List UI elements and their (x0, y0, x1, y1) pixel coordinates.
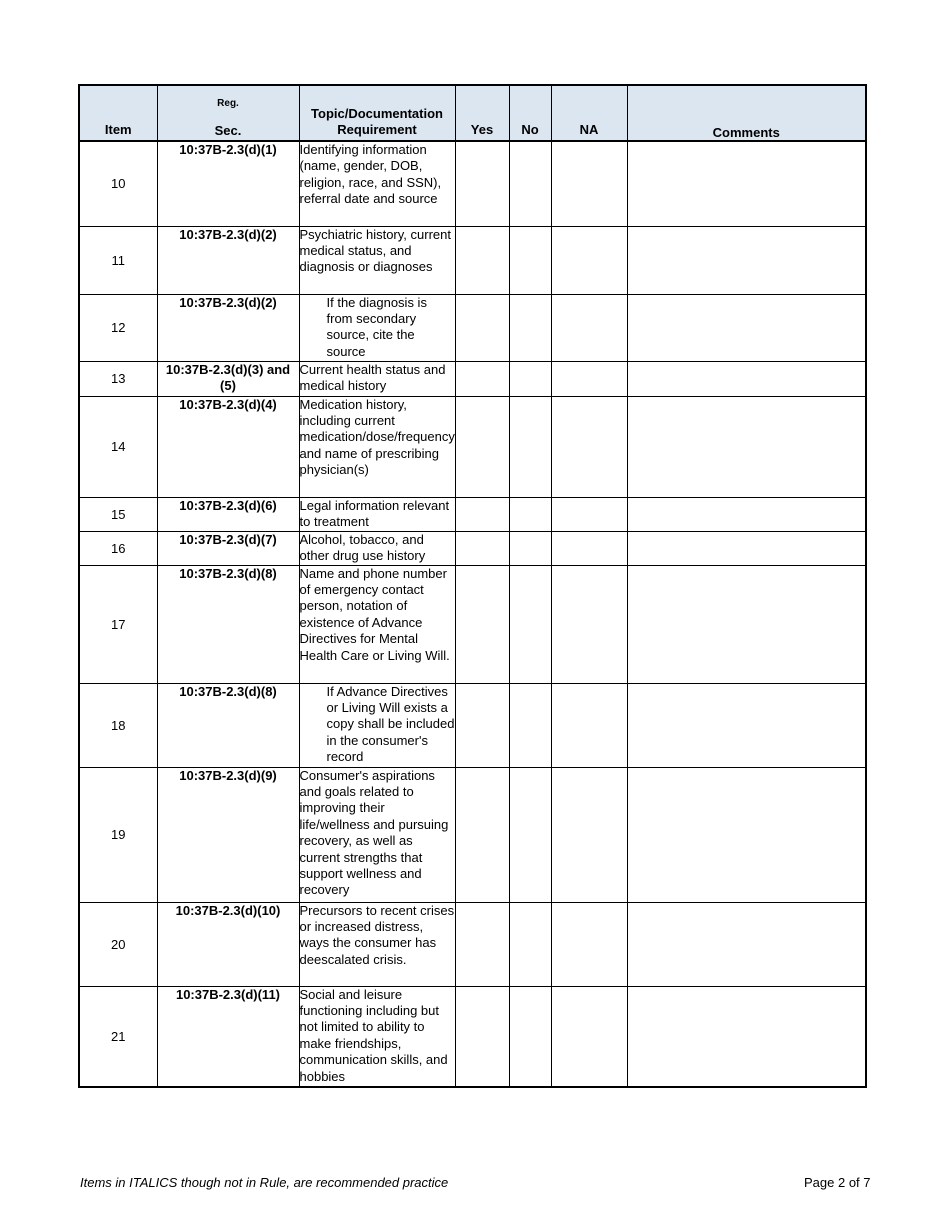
comments-cell[interactable] (627, 565, 866, 683)
header-item: Item (79, 85, 157, 141)
na-cell[interactable] (551, 986, 627, 1087)
no-cell[interactable] (509, 565, 551, 683)
item-number: 15 (79, 497, 157, 531)
item-number: 12 (79, 294, 157, 361)
comments-cell[interactable] (627, 531, 866, 565)
na-cell[interactable] (551, 565, 627, 683)
header-no: No (509, 85, 551, 141)
table-row (79, 767, 866, 902)
no-cell[interactable] (509, 767, 551, 902)
na-cell[interactable] (551, 226, 627, 294)
header-reg-sec (157, 85, 299, 141)
regulation-section: 10:37B-2.3(d)(4) (157, 396, 299, 497)
item-number: 13 (79, 361, 157, 396)
yes-cell[interactable] (455, 226, 509, 294)
regulation-section: 10:37B-2.3(d)(9) (157, 767, 299, 902)
table-row (79, 141, 866, 226)
header-reg: Reg. (217, 98, 239, 109)
topic-requirement: Identifying information (name, gender, DOB, religion, race, and SSN), referral date and source (299, 141, 455, 226)
table-row (79, 294, 866, 361)
regulation-section: 10:37B-2.3(d)(8) (157, 565, 299, 683)
topic-requirement: Name and phone number of emergency contact person, notation of existence of Advance Directives for Mental Health Care or Living Will. (299, 565, 455, 683)
topic-requirement: Legal information relevant to treatment (299, 497, 455, 531)
no-cell[interactable] (509, 361, 551, 396)
yes-cell[interactable] (455, 565, 509, 683)
header-comments: Comments (627, 85, 866, 141)
item-number: 17 (79, 565, 157, 683)
regulation-section: 10:37B-2.3(d)(6) (157, 497, 299, 531)
regulation-section: 10:37B-2.3(d)(8) (157, 683, 299, 767)
yes-cell[interactable] (455, 683, 509, 767)
regulation-section: 10:37B-2.3(d)(1) (157, 141, 299, 226)
table-row (79, 361, 866, 396)
regulation-section: 10:37B-2.3(d)(2) (157, 294, 299, 361)
topic-requirement: Precursors to recent crises or increased distress, ways the consumer has deescalated crisis. (299, 902, 455, 986)
regulation-section: 10:37B-2.3(d)(10) (157, 902, 299, 986)
footer-note: Items in ITALICS though not in Rule, are recommended practice (80, 1175, 449, 1190)
yes-cell[interactable] (455, 141, 509, 226)
regulation-section: 10:37B-2.3(d)(3) and (5) (157, 361, 299, 396)
topic-requirement: If the diagnosis is from secondary source, cite the source (299, 294, 455, 361)
yes-cell[interactable] (455, 361, 509, 396)
yes-cell[interactable] (455, 986, 509, 1087)
topic-requirement: Current health status and medical history (299, 361, 455, 396)
comments-cell[interactable] (627, 226, 866, 294)
table-row (79, 497, 866, 531)
item-number: 10 (79, 141, 157, 226)
na-cell[interactable] (551, 294, 627, 361)
na-cell[interactable] (551, 497, 627, 531)
comments-cell[interactable] (627, 294, 866, 361)
yes-cell[interactable] (455, 767, 509, 902)
topic-requirement: Consumer's aspirations and goals related to improving their life/wellness and pursuing recovery, as well as current strengths that support wellness and recovery (299, 767, 455, 902)
no-cell[interactable] (509, 531, 551, 565)
no-cell[interactable] (509, 986, 551, 1087)
comments-cell[interactable] (627, 767, 866, 902)
regulation-section: 10:37B-2.3(d)(11) (157, 986, 299, 1087)
topic-requirement: Alcohol, tobacco, and other drug use history (299, 531, 455, 565)
table-row (79, 986, 866, 1087)
no-cell[interactable] (509, 497, 551, 531)
item-number: 19 (79, 767, 157, 902)
comments-cell[interactable] (627, 396, 866, 497)
yes-cell[interactable] (455, 294, 509, 361)
topic-requirement: Medication history, including current medication/dose/frequency and name of prescribing physician(s) (299, 396, 455, 497)
topic-requirement: Social and leisure functioning including but not limited to ability to make friendships, communication skills, and hobbies (299, 986, 455, 1087)
topic-requirement: If Advance Directives or Living Will exists a copy shall be included in the consumer's record (299, 683, 455, 767)
header-topic: Topic/Documentation Requirement (299, 85, 455, 141)
item-number: 14 (79, 396, 157, 497)
comments-cell[interactable] (627, 683, 866, 767)
table-row (79, 226, 866, 294)
yes-cell[interactable] (455, 902, 509, 986)
yes-cell[interactable] (455, 531, 509, 565)
no-cell[interactable] (509, 683, 551, 767)
comments-cell[interactable] (627, 986, 866, 1087)
no-cell[interactable] (509, 396, 551, 497)
header-row (79, 85, 866, 141)
header-na: NA (551, 85, 627, 141)
table-row (79, 902, 866, 986)
page-number: Page 2 of 7 (804, 1175, 871, 1190)
item-number: 18 (79, 683, 157, 767)
comments-cell[interactable] (627, 361, 866, 396)
comments-cell[interactable] (627, 902, 866, 986)
checklist-table (78, 84, 867, 1088)
na-cell[interactable] (551, 902, 627, 986)
no-cell[interactable] (509, 294, 551, 361)
na-cell[interactable] (551, 361, 627, 396)
header-sec: Sec. (214, 123, 242, 138)
topic-requirement: Psychiatric history, current medical status, and diagnosis or diagnoses (299, 226, 455, 294)
yes-cell[interactable] (455, 396, 509, 497)
no-cell[interactable] (509, 226, 551, 294)
yes-cell[interactable] (455, 497, 509, 531)
no-cell[interactable] (509, 141, 551, 226)
item-number: 16 (79, 531, 157, 565)
regulation-section: 10:37B-2.3(d)(7) (157, 531, 299, 565)
na-cell[interactable] (551, 396, 627, 497)
na-cell[interactable] (551, 141, 627, 226)
na-cell[interactable] (551, 531, 627, 565)
no-cell[interactable] (509, 902, 551, 986)
item-number: 11 (79, 226, 157, 294)
comments-cell[interactable] (627, 497, 866, 531)
table-row (79, 683, 866, 767)
table-row (79, 565, 866, 683)
table-row (79, 531, 866, 565)
item-number: 21 (79, 986, 157, 1087)
item-number: 20 (79, 902, 157, 986)
na-cell[interactable] (551, 767, 627, 902)
na-cell[interactable] (551, 683, 627, 767)
comments-cell[interactable] (627, 141, 866, 226)
table-row (79, 396, 866, 497)
header-yes: Yes (455, 85, 509, 141)
regulation-section: 10:37B-2.3(d)(2) (157, 226, 299, 294)
